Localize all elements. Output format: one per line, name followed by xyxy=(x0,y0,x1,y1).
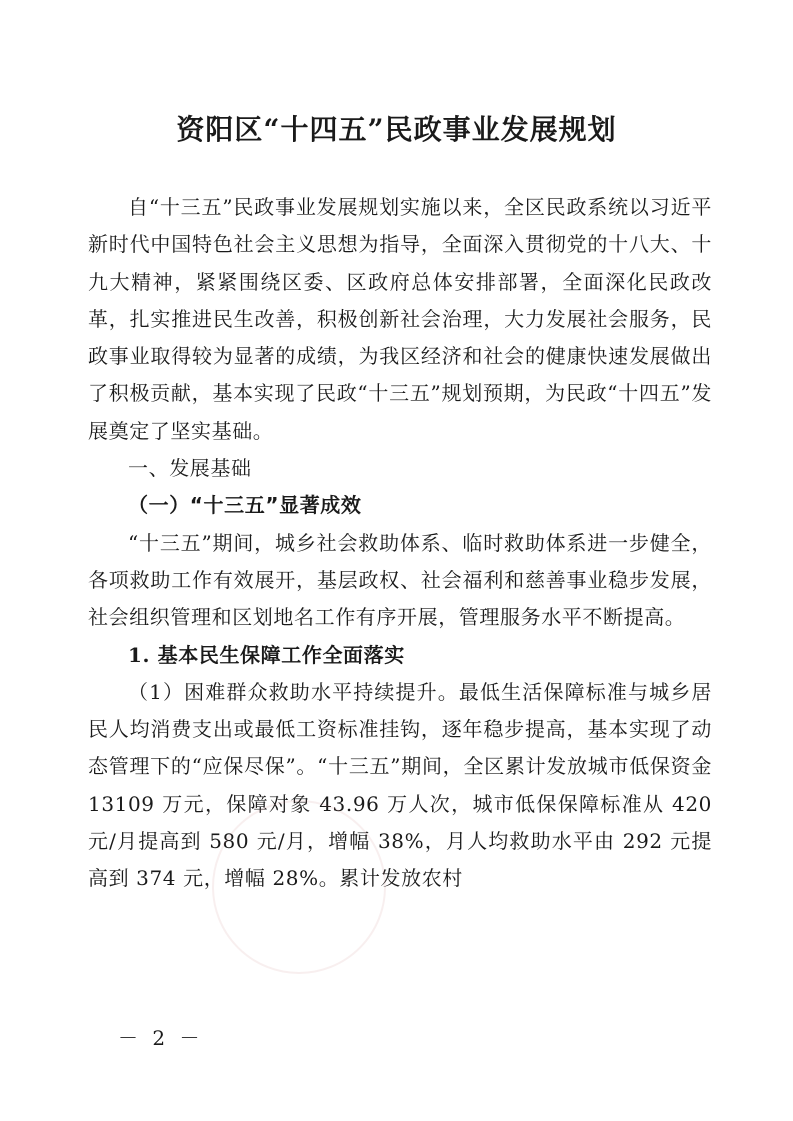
assistance-paragraph: （1）困难群众救助水平持续提升。最低生活保障标准与城乡居民人均消费支出或最低工资标准挂钩，逐年稳步提高，基本实现了动态管理下的“应保尽保”。“十三五”期间，全区累计发放城市低保资金 13109 万元，保障对象 43.96 万人次，城市低保保障标准从 420 元/月提高到 580 元/月，增幅 38%，月人均救助水平由 292 元提高到 374 元，增幅 28%。累计发放农村 xyxy=(88,679,712,891)
item-heading-basic-livelihood: 1. 基本民生保障工作全面落实 xyxy=(128,642,405,667)
document-title: 资阳区“十四五”民政事业发展规划 xyxy=(176,113,617,146)
achievements-paragraph: “十三五”期间，城乡社会救助体系、临时救助体系进一步健全，各项救助工作有效展开，基层政权、社会福利和慈善事业稳步发展，社会组织管理和区划地名工作有序开展，管理服务水平不断提高。 xyxy=(88,530,712,630)
subsection-heading-achievements: （一）“十三五”显著成效 xyxy=(128,493,362,518)
intro-paragraph: 自“十三五”民政事业发展规划实施以来，全区民政系统以习近平新时代中国特色社会主义思想为指导，全面深入贯彻党的十八大、十九大精神，紧紧围绕区委、区政府总体安排部署，全面深化民政改革，扎实推进民生改善，积极创新社会治理，大力发展社会服务，民政事业取得较为显著的成绩，为我区经济和社会的健康快速发展做出了积极贡献，基本实现了民政“十三五”规划预期，为民政“十四五”发展奠定了坚实基础。 xyxy=(88,195,712,443)
section-heading-development-basis: 一、发展基础 xyxy=(128,456,252,481)
page-number: － 2 － xyxy=(118,1026,204,1050)
document-body xyxy=(88,189,712,898)
